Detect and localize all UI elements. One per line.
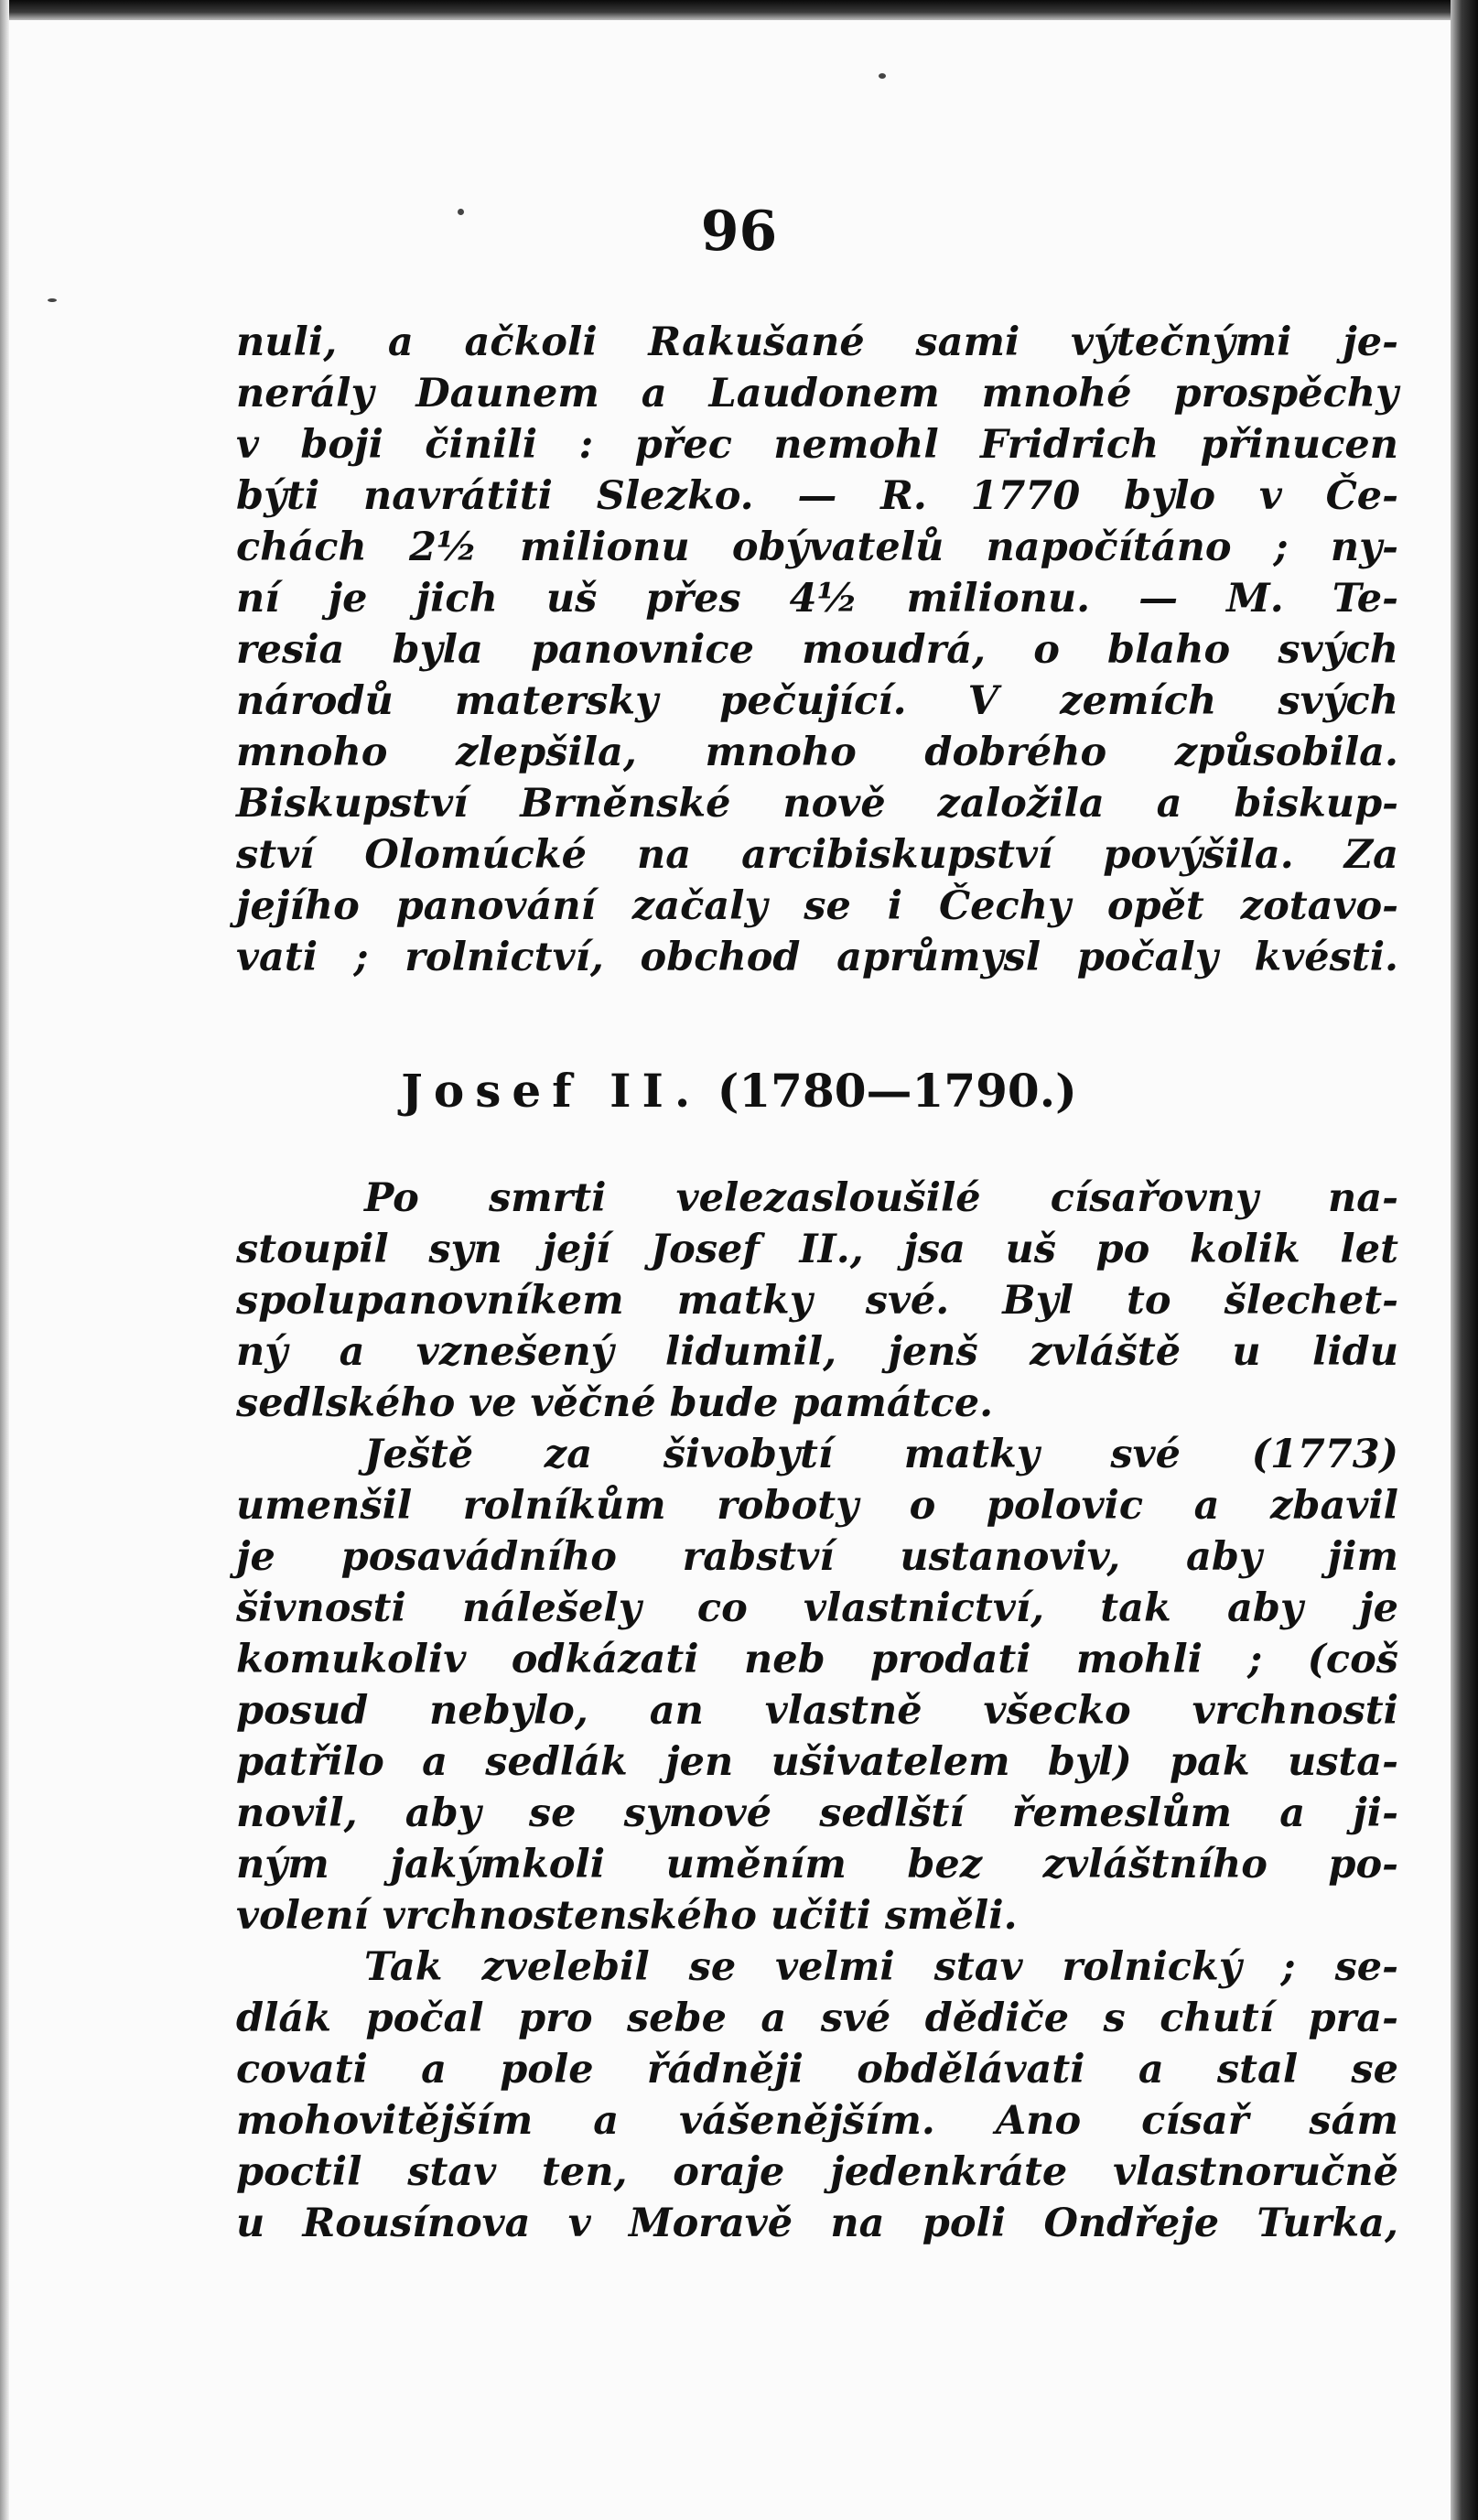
text-line: resia byla panovnice moudrá, o blaho svých [236, 627, 1398, 673]
text-line: ným jakýmkoli uměním bez zvláštního po- [236, 1842, 1398, 1887]
text-line: mnoho zlepšila, mnoho dobrého způsobila. [236, 730, 1398, 775]
scan-speck [879, 73, 886, 79]
text-line: chách 2½ milionu obývatelů napočítáno ; ny- [236, 525, 1398, 570]
text-line: ní je jich uš přes 4½ milionu. — M. Te- [236, 576, 1398, 622]
text-line: patřilo a sedlák jen ušivatelem byl) pak usta- [236, 1739, 1398, 1785]
text-line: dlák počal pro sebe a své dědiče s chutí pra- [236, 1995, 1398, 2041]
text-line: národů matersky pečující. V zemích svých [236, 678, 1398, 724]
text-line: u Rousínova v Moravě na poli Ondřeje Turka, [236, 2201, 1398, 2246]
text-line: stoupil syn její Josef II., jsa uš po kolik let [236, 1227, 1398, 1272]
section-heading [0, 1064, 1478, 1118]
text-line: ný a vznešený lidumil, jenš zvláště u lidu [236, 1329, 1398, 1375]
text-line: komukoliv odkázati neb prodati mohli ; (coš [236, 1637, 1398, 1682]
section-body [236, 1173, 1398, 2249]
scan-edge-left [0, 0, 9, 2520]
text-line: posud nebylo, an vlastně všecko vrchnosti [236, 1688, 1398, 1734]
heading-years: (1780—1790.) [717, 1064, 1077, 1118]
text-line: nuli, a ačkoli Rakušané sami výtečnými je- [236, 319, 1398, 365]
paragraph-maria-theresa [236, 317, 1398, 983]
scan-speck [48, 298, 57, 302]
text-line: nerály Daunem a Laudonem mnohé prospěchy [236, 371, 1398, 416]
text-line: Ještě za šivobytí matky své (1773) [364, 1432, 1398, 1477]
text-line: v boji činili : přec nemohl Fridrich přinucen [236, 422, 1398, 468]
text-line: novil, aby se synové sedlští řemeslům a ji- [236, 1790, 1398, 1836]
scan-edge-right [1451, 0, 1478, 2520]
heading-name: Josef II. [401, 1064, 702, 1118]
text-line: šivnosti nálešely co vlastnictví, tak aby je [236, 1585, 1398, 1631]
page-number: 96 [700, 200, 778, 264]
text-line: býti navrátiti Slezko. — R. 1770 bylo v Če- [236, 473, 1398, 519]
text-line: volení vrchnostenského učiti směli. [236, 1893, 1018, 1939]
text-line: Po smrti velezasloušilé císařovny na- [364, 1175, 1398, 1221]
text-line: covati a pole řádněji obdělávati a stal se [236, 2047, 1398, 2093]
text-line: sedlského ve věčné bude památce. [236, 1380, 994, 1426]
text-line: Tak zvelebil se velmi stav rolnický ; se- [364, 1944, 1398, 1990]
text-line: poctil stav ten, oraje jedenkráte vlastnoručně [236, 2149, 1398, 2195]
text-line: ství Olomúcké na arcibiskupství povýšila. Za [236, 832, 1398, 878]
text-line: spolupanovníkem matky své. Byl to šlechet- [236, 1278, 1398, 1324]
text-line: Biskupství Brněnské nově založila a biskup- [236, 781, 1398, 827]
text-line: umenšil rolníkům roboty o polovic a zbavil [236, 1483, 1398, 1529]
scan-edge-top [0, 0, 1478, 20]
text-line: je posavádního rabství ustanoviv, aby jim [236, 1534, 1398, 1580]
text-line: mohovitějším a vášenějším. Ano císař sám [236, 2098, 1398, 2144]
text-line: vati ; rolnictví, obchod aprůmysl počaly kvésti. [236, 935, 1398, 980]
text-line: jejího panování začaly se i Čechy opět zotavo- [236, 883, 1398, 929]
